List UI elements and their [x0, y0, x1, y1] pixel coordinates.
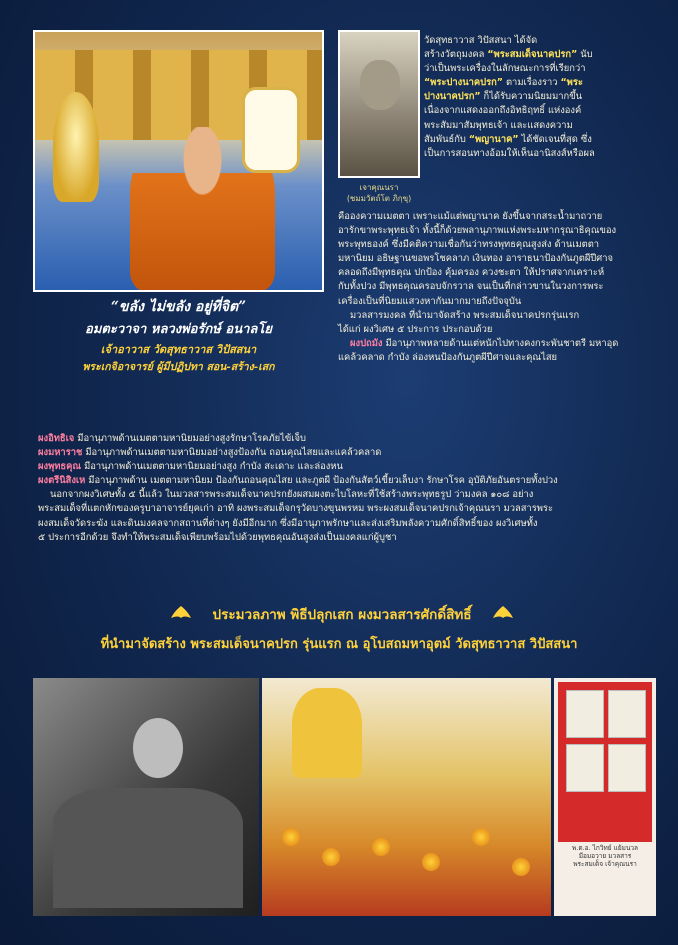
- powder-desc: มีอานุภาพด้านเมตตามหานิยมอย่างสูงป้องกัน ถอนคุณไสยและแคล้วคลาด: [82, 447, 382, 459]
- caption-line: พระสมเด็จ เจ้าคุณนรา: [573, 860, 637, 868]
- portrait-photo: [338, 30, 420, 178]
- powder-desc: มีอานุภาพด้านเมตตามหานิยมอย่างสูง กำบัง สะเดาะ และล่องหน: [81, 461, 343, 473]
- powder-desc: มีอานุภาพด้าน เมตตามหานิยม ป้องกันถอนคุณไสย และภูตผี ป้องกันสัตว์เขี้ยวเล็บงา รักษาโรค อุบัติภัยอันตรายทั้งปวง: [85, 475, 558, 487]
- article-line: แคล้วคลาด กำบัง ล่องหนป้องกันภูตผีปีศาจและคุณไสย: [338, 351, 558, 363]
- article-line: [424, 133, 649, 147]
- powder-label: ผงตรีนิสิงเห: [38, 475, 86, 487]
- text: เนื่องจากแสดงออกถึงอิทธิฤทธิ์ แห่งองค์: [424, 105, 582, 117]
- powder-item: [38, 460, 653, 474]
- article-line: [424, 34, 649, 48]
- powder-desc: มีอานุภาพด้านเมตตามหานิยมอย่างสูงรักษาโรคภัยไข้เจ็บ: [74, 433, 306, 444]
- text: สัมพันธ์กับ: [424, 133, 469, 145]
- amulet-display-box: [558, 682, 652, 842]
- highlight: “พระสมเด็จนาคปรก”: [487, 49, 578, 61]
- portrait-face: [360, 60, 400, 110]
- hero-tagline: พระเกจิอาจารย์ ผู้มีปฏิปทา สอน-สร้าง-เสก: [82, 361, 275, 373]
- closing-line: ผงสมเด็จวัดระฆัง และดินมงคลจากสถานที่ต่างๆ ยังมีอีกมาก ซึ่งมีอานุภาพรักษาและส่งเสริมพลังความศักดิ์สิทธิ์ของ ผงวิเศษทั้ง: [38, 517, 538, 529]
- article-line: [424, 76, 649, 90]
- hero-name: อมตะวาจา หลวงพ่อรักษ์ อนาลโย: [85, 322, 272, 337]
- powder-label: ผงพุทธคุณ: [38, 461, 82, 473]
- caption-line: มีอมอวาย มวลสาร: [578, 852, 632, 860]
- hero-position: เจ้าอาวาส วัดสุทธาวาส วิปัสสนา: [100, 343, 257, 356]
- article-line: [338, 337, 653, 351]
- hero-photo-monk: [33, 30, 324, 292]
- article-line: มหานิยม อธิษฐานขอพรโชคลาภ เงินทอง อาราธนาป้องกันภูตผีปีศาจ: [338, 253, 613, 265]
- article-line: [424, 119, 649, 133]
- powder-label: ผงอิทธิเจ: [38, 433, 75, 444]
- article-line: เครื่องเป็นที่นิยมแสวงหากันมากมายถึงปัจจุบัน: [338, 295, 522, 307]
- portrait-caption-name: เจาคุณนรา: [359, 183, 399, 192]
- powder-item: [38, 446, 653, 460]
- text: ว่าเป็นพระเครื่องในลักษณะการที่เรียกว่า: [424, 63, 586, 75]
- section-heading-line2: ที่นำมาจัดสร้าง พระสมเด็จนาคปรก รุ่นแรก ณ อุโบสถมหาอุตม์ วัดสุทธาวาส วิปัสสนา: [100, 637, 578, 652]
- article-line: ได้แก่ ผงวิเศษ ๕ ประการ ประกอบด้วย: [338, 323, 493, 335]
- closing-line: นอกจากผงวิเศษทั้ง ๕ นี้แล้ว ในมวลสารพระสมเด็จนาคปรกยังผสมผงตะไบโลหะที่ใช้สร้างพระพุทธรูป ว่ามงคล ๑๐๘ อย่าง: [50, 489, 534, 501]
- closing-line: พระสมเด็จที่แตกหักของครูบาอาจารย์ยุคเก่า อาทิ ผงพระสมเด็จกรุวัดบางขุนพรหม พระผงสมเด็จนาคปรกเจ้าคุณนรา มวลสารพระ: [38, 503, 553, 515]
- powder-label: ผงปถมัง: [350, 337, 383, 349]
- highlight: “พญานาค”: [468, 133, 519, 145]
- amulet-frame-icon: [242, 87, 300, 173]
- highlight: “พระปางนาคปรก”: [424, 77, 503, 89]
- article-line: พระพุทธองค์ ซึ่งมีคติความเชื่อกันว่าทรงพุทธคุณสูงส่ง ด้านเมตตา: [338, 239, 600, 251]
- amulet-caption: [554, 844, 656, 868]
- photo-monk-working: [33, 678, 259, 916]
- article-line: [424, 48, 649, 62]
- article-line: [424, 90, 649, 104]
- text: ตามเรื่องราว: [502, 77, 561, 89]
- flower-offering: [472, 828, 490, 846]
- article-intro: [424, 34, 649, 161]
- powder-item: [38, 474, 653, 488]
- flower-offering: [422, 853, 440, 871]
- flower-offering: [322, 848, 340, 866]
- section-heading-line1: ประมวลภาพ พิธีปลุกเสก ผงมวลสารศักดิ์สิทธิ์: [212, 607, 472, 623]
- text: ก็ได้รับความนิยมมากขึ้น: [480, 91, 583, 103]
- photo-amulets: [554, 678, 656, 916]
- highlight: “พระ: [560, 77, 583, 89]
- text: วัดสุทธาวาส วิปัสสนา ได้จัด: [424, 35, 538, 46]
- lotus-ornament-icon: [492, 604, 514, 620]
- lotus-ornament-icon: [170, 604, 192, 620]
- article-line: กับทั้งปวง มีพุทธคุณครอบจักรวาล จนเป็นที่กล่าวขานในวงการพระ: [338, 281, 604, 293]
- powder-label: ผงมหาราช: [38, 447, 83, 459]
- text: สร้างวัตถุมงคล: [424, 49, 488, 61]
- article-line: [424, 104, 649, 118]
- hero-quote: “ขลัง ไม่ขลัง อยู่ที่จิต”: [110, 299, 247, 315]
- article-line: อารักขาพระพุทธเจ้า ทั้งนี้ก็ด้วยพลานุภาพแห่งพระมหากรุณาธิคุณของ: [338, 225, 617, 237]
- powder-item: [38, 432, 653, 446]
- article-line: มวลสารมงคล ที่นำมาจัดสร้าง พระสมเด็จนาคปรกรุ่นแรก: [350, 309, 580, 321]
- portrait-caption-title: (ชมมวัตถ์โต ภิกฺขุ): [346, 194, 412, 203]
- closing-line: ๕ ประการอีกด้วย จึงทำให้พระสมเด็จเพียบพร้อมไปด้วยพุทธคุณอันสูงส่งเป็นมงคลแก่ผู้บูชา: [38, 531, 397, 543]
- highlight: ปางนาคปรก”: [424, 91, 481, 103]
- article-line: คือองความเมตตา เพราะแม้แต่พญานาค ยังขึ้นจากสระน้ำมาถวาย: [338, 211, 603, 222]
- article-line: คลอดถึงมีพุทธคุณ ปกป้อง คุ้มครอง ควงชะตา ให้ปราศจากเคราะห์: [338, 267, 605, 279]
- article-line: [424, 62, 649, 76]
- article-continued: [338, 210, 653, 365]
- amulet-item: [608, 744, 646, 792]
- photo-ceremony-altar: [262, 678, 551, 916]
- flower-offering: [372, 838, 390, 856]
- caption-line: พ.ต.อ. ไกวิทย์ แย้มนวล: [571, 844, 639, 852]
- flower-offering: [512, 858, 530, 876]
- amulet-item: [608, 690, 646, 738]
- amulet-item: [566, 744, 604, 792]
- amulet-item: [566, 690, 604, 738]
- flower-offering: [282, 828, 300, 846]
- text: เป็นการสอนทางอ้อมให้เห็นอานิสงส์หรือผล: [424, 147, 595, 159]
- powder-list: [38, 432, 653, 545]
- text: ได้ชัดเจนที่สุด ซึ่ง: [518, 133, 592, 145]
- text: พระสัมมาสัมพุทธเจ้า และแสดงความ: [424, 119, 573, 131]
- article-line: [424, 147, 649, 161]
- text: นับ: [577, 49, 593, 61]
- text: มีอานุภาพหลายด้านแต่หนักไปทางคงกระพันชาตรี มหาอุด: [382, 337, 619, 349]
- golden-bodhi-leaf-icon: [53, 92, 99, 202]
